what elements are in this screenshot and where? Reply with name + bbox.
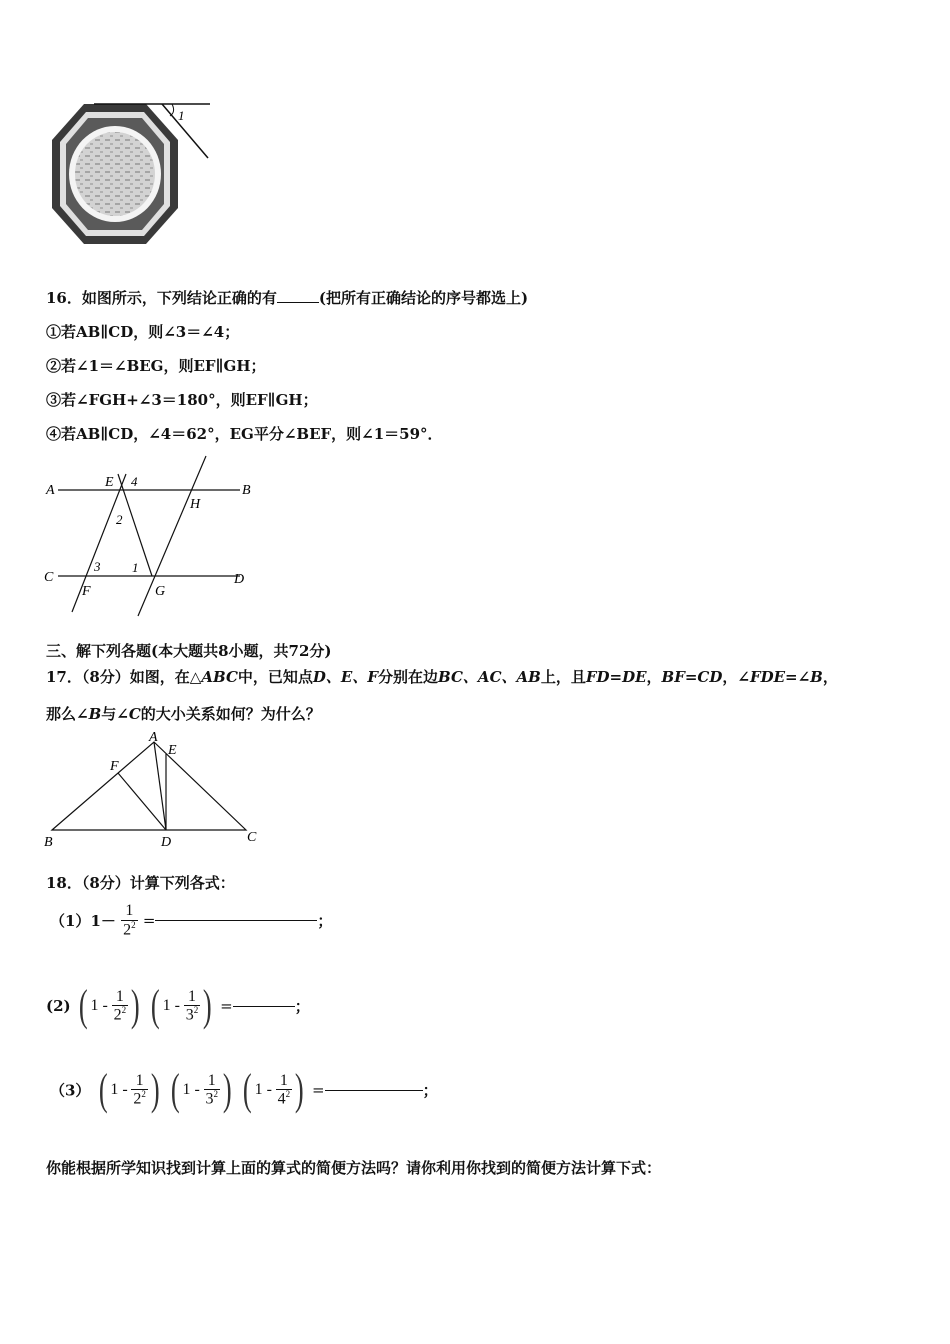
label-b: B — [44, 835, 53, 850]
q17-line2: 那么∠B与∠C的大小关系如何？为什么？ — [46, 705, 321, 723]
q16-parallel-lines-figure — [40, 452, 260, 622]
factor-1: ( 1 - $\frac{1}{2^2}$ ) — [78, 981, 140, 1030]
label-a: A — [46, 483, 55, 498]
q17-triangle-figure — [40, 730, 270, 852]
triangle-abc — [52, 742, 246, 830]
q18-closing-prompt: 你能根据所学知识找到计算上面的算式的简便方法吗？请你利用你找到的简便方法计算下式： — [46, 1159, 662, 1177]
q16-option-2: ②若∠1＝∠BEG，则EF∥GH； — [46, 357, 266, 375]
q18-part3-answer-blank[interactable] — [325, 1089, 423, 1091]
mirror-texture — [75, 132, 155, 216]
label-angle-4: 4 — [131, 474, 138, 489]
label-f: F — [82, 584, 91, 599]
fraction-1-over-2sq: $\frac{1}{2^2}$ — [123, 902, 136, 938]
q18-part1: （1）1－ $\frac{1}{2^2}$ = ； — [50, 902, 333, 938]
q17-line1: 17．（8分）如图，在△ABC中，已知点D、E、F分别在边BC、AC、AB上，且FD=DE，BF=CD，∠FDE=∠B， — [46, 668, 838, 686]
segment-ad — [154, 742, 166, 830]
section3-title: 三、解下列各题(本大题共8小题，共72分) — [46, 642, 332, 660]
q18-part3: （3） ( 1 - $\frac{1}{2^2}$ ) ( 1 - $\frac{1}{3^2}$ ) ( 1 - $\frac{1}{4^2}$ ) = ； — [50, 1065, 438, 1114]
q16-option-1: ①若AB∥CD，则∠3＝∠4； — [46, 323, 240, 341]
label-b: B — [242, 483, 251, 498]
line-ef — [72, 474, 126, 612]
label-angle-3: 3 — [94, 559, 101, 574]
label-g: G — [155, 584, 166, 599]
label-e: E — [168, 743, 177, 758]
q18-part1-answer-blank[interactable] — [155, 919, 317, 921]
q18-part2: (2) ( 1 - $\frac{1}{2^2}$ ) ( 1 - $\frac{1}{3^2}$ ) = ； — [46, 981, 310, 1030]
label-e: E — [105, 475, 114, 490]
q18-stem: 18．（8分）计算下列各式： — [46, 874, 235, 892]
factor-3: ( 1 - $\frac{1}{4^2}$ ) — [242, 1065, 304, 1114]
label-f: F — [110, 759, 119, 774]
q16-stem: 16．如图所示，下列结论正确的有 (把所有正确结论的序号都选上) — [46, 289, 529, 307]
factor-1: ( 1 - $\frac{1}{2^2}$ ) — [98, 1065, 160, 1114]
label-c: C — [247, 830, 257, 845]
label-c: C — [44, 570, 54, 585]
factor-2: ( 1 - $\frac{1}{3^2}$ ) — [150, 981, 212, 1030]
factor-2: ( 1 - $\frac{1}{3^2}$ ) — [170, 1065, 232, 1114]
label-d: D — [234, 572, 245, 587]
label-h: H — [190, 497, 201, 512]
octagon-mirror-figure — [44, 98, 214, 250]
line-gh — [138, 456, 206, 616]
q18-part2-answer-blank[interactable] — [233, 1005, 295, 1007]
label-angle-1: 1 — [132, 560, 139, 575]
q16-answer-blank[interactable] — [277, 301, 319, 303]
label-d: D — [161, 835, 172, 850]
q16-option-4: ④若AB∥CD，∠4＝62°，EG平分∠BEF，则∠1＝59°． — [46, 425, 443, 443]
label-a: A — [149, 730, 158, 745]
angle-1-label: 1 — [178, 108, 185, 123]
q16-option-3: ③若∠FGH+∠3＝180°，则EF∥GH； — [46, 391, 318, 409]
label-angle-2: 2 — [116, 512, 123, 527]
